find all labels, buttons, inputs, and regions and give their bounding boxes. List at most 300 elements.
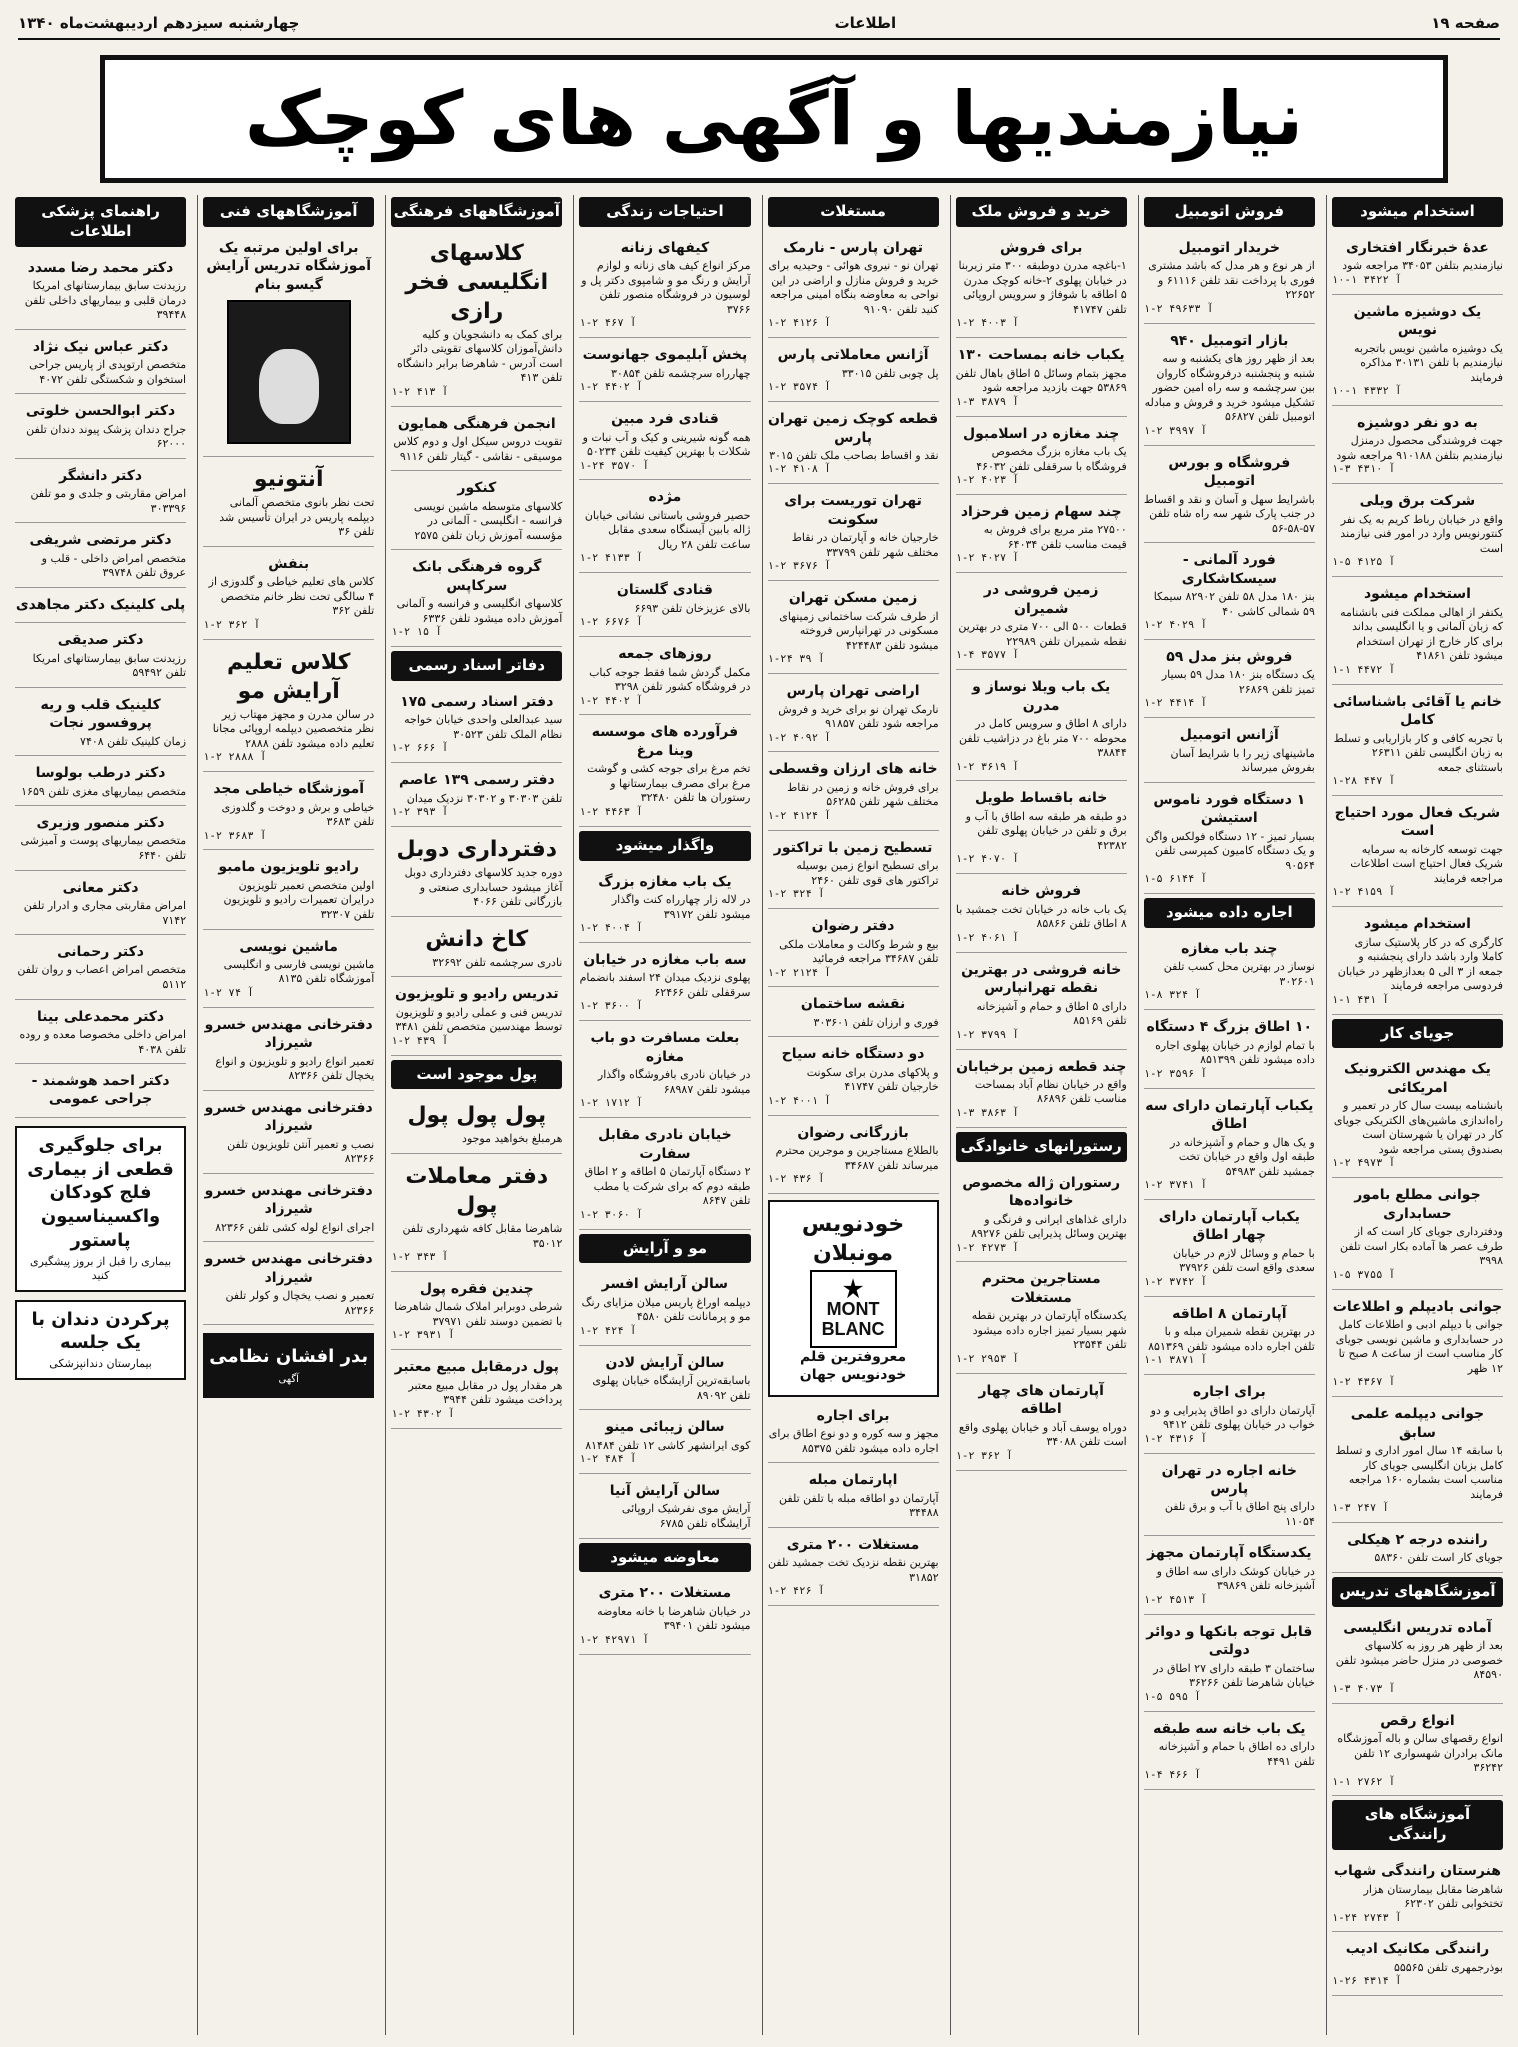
ad-body: شرطی دوبرابر املاک شمال شاهرضا با تضمین دوسند تلفن ۳۷۹۷۱: [394, 1300, 563, 1328]
ad-title: بدر افشان نظامی: [209, 1346, 369, 1368]
ad-code: ۱-۲ آ ۴۰۲۳: [955, 474, 1019, 487]
ad-code: ۱-۵ آ ۵۹۵: [1143, 1690, 1201, 1703]
classified-ad: [203, 776, 374, 850]
classified-ad: [579, 1122, 750, 1229]
ad-title: دفترداری دوبل: [396, 837, 558, 863]
classified-ad: [15, 810, 186, 871]
ad-body: کلاسهای متوسطه ماشین نویسی فرانسه - انگلیسی - آلمانی در مؤسسه آموزش زبان تلفن ۲۵۷۵: [413, 499, 563, 542]
ad-title: قنادی گلستان: [616, 582, 713, 599]
section-heading: رستورانهای خانوادگی: [956, 1132, 1127, 1162]
ad-body: پل چوبی تلفن ۳۳۰۱۵: [841, 366, 939, 380]
classified-ad: [1144, 1093, 1315, 1200]
ad-title: کنکور: [457, 480, 497, 497]
ad-title: بازار اتومبیل ۹۴۰: [1170, 332, 1289, 349]
classified-ad: [15, 1126, 186, 1292]
ad-title: رستوران ژاله مخصوص خانواده‌ها: [962, 1174, 1121, 1210]
ad-title: خیابان نادری مقابل سفارت: [598, 1127, 732, 1162]
ad-title: آژانس اتومبیل: [1179, 727, 1279, 744]
classified-ad: [1144, 1716, 1315, 1790]
column-1: [1138, 195, 1320, 2035]
ad-title: ماشین نویسی: [239, 938, 338, 955]
classified-ad: [203, 854, 374, 929]
ad-title: تسطیح زمین با تراکتور: [773, 839, 933, 856]
ad-body: شاهرضا مقابل کافه شهرداری تلفن ۳۵۰۱۲: [402, 1222, 563, 1250]
column-heading: مستغلات: [768, 197, 939, 227]
classified-ad: [768, 678, 939, 752]
column-3: [762, 195, 944, 2035]
display-ad: [203, 1333, 374, 1398]
ad-code: ۱-۲ آ ۴۴۱۴: [1143, 697, 1207, 710]
ad-body: جویای کار است تلفن ۵۸۳۶۰: [1374, 1551, 1503, 1565]
ad-code: ۱-۲ آ ۴۰۹۲: [767, 731, 831, 744]
ad-title: سالن آرایش آنیا: [609, 1483, 721, 1499]
ad-title: قنادی فرد مبین: [611, 411, 719, 428]
ad-code: ۱-۲ آ ۳۹۳: [391, 806, 449, 819]
ad-title: قطعه کوچک زمین تهران پارس: [767, 411, 939, 446]
ad-title: زمین مسکن تهران: [788, 590, 918, 607]
classified-ad: [15, 939, 186, 1000]
classified-ad: [203, 934, 374, 1008]
classified-ad: [203, 1178, 374, 1242]
ad-body: مکمل گردش شما فقط جوجه کباب در فروشگاه کشور تلفن ۳۲۹۸: [589, 665, 751, 694]
ad-body: رزیدنت سابق بیمارستانهای امریکا تلفن ۵۹۴۹۲: [32, 651, 187, 680]
ad-title: یک باب ویلا نوساز و مدرن: [972, 679, 1111, 714]
ad-title: اپارتمان مبله: [808, 1472, 898, 1489]
classified-ad: [391, 981, 562, 1055]
classified-ad: [956, 421, 1127, 495]
logo-line-1: MONT: [826, 1299, 880, 1320]
ad-body: تقویت دروس سیکل اول و دوم کلاس موسیقی - نقاشی - گیتار تلفن ۹۱۱۶: [393, 435, 563, 463]
ad-title: پول پول پول: [407, 1103, 547, 1129]
ad-title: استخدام میشود: [1363, 916, 1471, 933]
montblanc-ad: [768, 1200, 939, 1397]
ad-code: ۱-۳ آ ۳۸۷۹: [955, 395, 1019, 408]
classified-ad: [956, 957, 1127, 1050]
ad-code: ۱-۲ آ ۴۴۰۲: [579, 694, 643, 707]
ad-code: ۱-۲ آ ۳۶۲: [203, 618, 261, 631]
column-0: [1326, 195, 1508, 2035]
section-heading: معاوضه میشود: [579, 1543, 750, 1573]
section-heading: جویای کار: [1332, 1019, 1503, 1049]
classified-ad: [15, 1004, 186, 1065]
ad-code: ۱-۲ آ ۴۲۴: [579, 1324, 637, 1337]
ad-body: پهلوی نزدیک میدان ۲۴ اسفند بانضمام سرقفلی تلفن ۶۲۴۶۶: [579, 971, 751, 999]
ad-body: برای تسطیح انواع زمین بوسیله تراکتور های قوی تلفن ۲۴۶۰: [796, 859, 939, 887]
ad-title: فرآورده های موسسه وینا مرغ: [591, 724, 739, 759]
ad-title: رانندگی مکانیک ادیب: [1345, 1941, 1490, 1958]
ad-code: ۱-۳ آ ۴۳۱۰: [1331, 463, 1396, 476]
classified-ad: [579, 235, 750, 338]
ad-body: امراض داخلی مخصوصا معده و روده تلفن ۴۰۳۸: [19, 1027, 187, 1056]
ad-body: یکنفر از اهالی مملکت فنی بانشنامه که زبان آلمانی و یا انگلیسی بداند برای کار خارج از تهران استخدام میشود تلفن ۴۱۸۶۱: [1340, 605, 1503, 663]
classified-ad: [391, 831, 562, 917]
classified-ad: [203, 551, 374, 640]
classified-ad: [1332, 1294, 1503, 1397]
classified-ad: [15, 1068, 186, 1118]
ad-code: ۱-۲ آ ۴۳۹: [391, 1034, 449, 1047]
ad-body: کلاس های تعلیم خیاطی و گلدوزی از ۴ سالگی تحت نظر خانم متخصص تلفن ۳۶۲: [208, 575, 375, 618]
ad-body: ۲ دستگاه آپارتمان ۵ اطاقه و ۲ اطاق طبقه دوم که برای شرکت یا مطب تلفن ۸۶۴۷: [584, 1165, 751, 1208]
classified-ad: [956, 235, 1127, 338]
ad-title: جوانی مطلع بامور حسابداری: [1354, 1187, 1481, 1222]
ad-title: کلینیک قلب و ریه پروفسور نجات: [40, 696, 161, 732]
ad-title: پلی کلینیک دکتر مجاهدی: [15, 596, 186, 613]
ad-body: در لاله زار چهارراه کنت واگذار میشود تلفن ۳۹۱۷۲: [611, 893, 751, 921]
ad-title: چند سهام زمین فرحزاد: [960, 503, 1122, 520]
ad-body: بانشنامه بیست سال کار در تعمیر و راه‌اندازی ماشین‌های الکتریکی جویای کار در تهران یا شهرستان است بصندوق پستی مراجعه شود: [1333, 1099, 1503, 1156]
ad-title: بازرگانی رضوان: [797, 1124, 909, 1141]
ad-body: زمان کلینیک تلفن ۷۴۰۸: [80, 734, 187, 748]
column-2: [950, 195, 1132, 2035]
classified-ad: [1144, 936, 1315, 1010]
ad-title: دکتر احمد هوشمند - جراحی عمومی: [31, 1073, 170, 1108]
ad-code: ۱-۲۴ آ ۲۷۴۳: [1331, 1911, 1402, 1924]
ad-title: عدۀ خبرنگار افتخاری: [1346, 239, 1489, 256]
ad-body: بوذرجمهری تلفن ۵۵۵۶۵: [1393, 1960, 1503, 1974]
ad-title: فروش خانه: [1001, 883, 1082, 900]
classified-ad: [15, 398, 186, 459]
ad-title: یک دوشیزه ماشین نویس: [1353, 303, 1482, 339]
ad-body: دارای ۸ اطاق و سرویس کامل در محوطه ۷۰۰ متر باغ در دزاشیب تلفن ۳۸۸۴۴: [958, 717, 1127, 760]
classified-ad: [1144, 1458, 1315, 1537]
ad-body: تعمیر انواع رادیو و تلویزیون و انواع یخچال تلفن ۸۲۳۶۶: [215, 1054, 375, 1083]
ad-code: ۱-۲ آ ۴۱۳۳: [579, 552, 643, 565]
ad-body: آپارتمان دو اطاقه مبله با تلفن تلفن ۳۴۴۸۸: [779, 1491, 939, 1520]
classified-ad: [1144, 644, 1315, 718]
ad-body: یک باب خانه در خیابان تخت جمشید با ۸ اطاق تلفن ۸۵۸۶۶: [955, 902, 1127, 931]
classified-ad: [768, 756, 939, 830]
ad-body: اولین متخصص تعمیر تلویزیون درایران تعمیرات رادیو و تلویزیون تلفن ۳۲۳۰۷: [223, 878, 375, 921]
ad-body: باشرایط سهل و آسان و نقد و اقساط در جنب پارک شهر سه راه شاه تلفن ۵۷-۵۸-۵۶: [1143, 492, 1315, 535]
classified-ad: [579, 1414, 750, 1474]
ad-title: به دو نفر دوشیزه: [1357, 414, 1478, 431]
ad-title: چند مغازه در اسلامبول: [962, 425, 1120, 442]
ad-title: زمین فروشی در شمیران: [983, 582, 1099, 617]
ad-code: ۱-۲ آ ۶۶۷۶: [579, 616, 643, 629]
ad-code: ۱-۲ آ ۴۱۰۸: [767, 463, 831, 476]
ad-title: تدریس رادیو و تلویزیون: [395, 986, 559, 1003]
classified-ad: [768, 1532, 939, 1606]
ad-body: دیپلمه اوراغ پاریس میلان مزایای رنگ مو و پرمانانت تلفن ۴۵۸۰: [581, 1295, 751, 1324]
ad-body: یک دوشیزه ماشین نویس باتجربه نیازمندیم با تلفن ۳۰۱۳۱ مذاکره فرمایند: [1353, 341, 1503, 384]
ad-code: ۱-۲ آ ۳۹۹۷: [1143, 424, 1207, 437]
ad-title: یکباب آپارتمان دارای چهار اطاق: [1158, 1208, 1300, 1244]
ad-title: روزهای جمعه: [618, 646, 712, 663]
ad-code: ۱-۲ آ ۳۰۶۰: [579, 1208, 643, 1221]
classified-ad: [15, 1300, 186, 1380]
ad-title: دفتر اسناد رسمی ۱۷۵: [400, 693, 554, 710]
classified-ad: [579, 1025, 750, 1118]
ad-body: مرکز انواع کیف های زنانه و لوازم آرایش و رنگ مو و شامپوی دکتر پل و لوسیون در فروشگاه منصور تلفن ۳۷۶۶: [581, 259, 751, 316]
classified-ad: [391, 1097, 562, 1154]
montblanc-title: خودنویس مونبلان: [801, 1212, 905, 1267]
classified-ad: [1144, 1204, 1315, 1297]
ad-title: برای اجاره: [816, 1407, 890, 1424]
ad-body: همه گونه شیرینی و کیک و آب نبات و شکلات با بهترین کیفیت تلفن ۵۰۲۳۴: [582, 430, 751, 459]
portrait-face: [259, 349, 319, 424]
classified-ad: [956, 878, 1127, 952]
section-heading: اجاره داده میشود: [1144, 898, 1315, 928]
ad-code: ۱-۲ آ ۴۱۵۹: [1331, 886, 1396, 899]
classified-ad: [391, 554, 562, 647]
ad-title: دفتر معاملات پول: [405, 1163, 549, 1219]
ad-body: با تجربه کافی و کار بازاریابی و تسلط به زبان انگلیسی تلفن ۲۶۳۱۱ باستثنای جمعه: [1333, 731, 1503, 774]
ad-title: دکتر محمد رضا مسدد: [27, 259, 174, 276]
classified-ad: [1332, 1056, 1503, 1178]
ad-body: و یک هال و حمام و آشپزخانه در طبقه اول واقع در خیابان تخت جمشید تلفن ۵۴۹۸۳: [1170, 1135, 1315, 1178]
ad-title: مستغلات ۲۰۰ متری: [598, 1585, 732, 1602]
ad-title: فورد آلمانی - سیسکاشکاری: [1181, 552, 1277, 587]
ad-code: ۱-۱ آ ۴۳۱: [1331, 993, 1389, 1006]
ad-body: امراض مقاربتی مجاری و ادرار تلفن ۷۱۴۲: [23, 898, 187, 927]
ad-title: دفترخانی مهندس خسرو شیرزاد: [204, 1016, 373, 1052]
ad-title: چند قطعه زمین برخیابان: [956, 1058, 1127, 1075]
ad-body: آرایش موی نفرشیک اروپائی آرایشگاه تلفن ۶۷۸۵: [621, 1502, 751, 1530]
ad-title: یکباب خانه بمساحت ۱۳۰: [957, 347, 1125, 364]
ad-body: فوری و ارزان تلفن ۳۰۳۶۰۱: [813, 1015, 939, 1029]
classified-ad: [956, 674, 1127, 781]
ad-body: ماشین نویسی فارسی و انگلیسی آموزشگاه تلفن ۸۱۳۵: [223, 957, 375, 986]
ad-code: ۱-۲ آ ۴۰۰۳: [955, 317, 1019, 330]
ad-body: تلفن ۳۰۳۰۳ و ۳۰۳۰۲ نزدیک میدان: [406, 791, 563, 805]
classified-ad: [956, 1378, 1127, 1471]
ad-code: ۱-۲ آ ۶۶۶: [391, 742, 449, 755]
ad-title: رادیو تلویزیون مامبو: [218, 859, 359, 876]
ad-body: هرمبلغ بخواهید موجود: [462, 1132, 563, 1146]
ad-title: استخدام میشود: [1363, 586, 1471, 603]
ad-body: یک باب مغازه بزرگ مخصوص فروشگاه با سرقفلی تلفن ۴۶۰۳۲: [976, 445, 1127, 473]
ad-title: آپارتمان ۸ اطاقه: [1172, 1305, 1287, 1322]
ad-code: ۱-۵ آ ۳۷۵۵: [1331, 1268, 1396, 1281]
classified-ad: [579, 1350, 750, 1411]
ad-body: نقد و اقساط بصاحب ملک تلفن ۳۰۱۵: [769, 448, 939, 462]
ad-body: مجهز و سه کوره و دو نوع اطاق برای اجاره داده میشود تلفن ۸۵۳۷۵: [768, 1427, 939, 1455]
ad-code: ۱-۲ آ ۲۸۸۸: [203, 751, 267, 764]
ad-code: ۱-۲ آ ۴۳۶۷: [1331, 1376, 1396, 1389]
ad-title: دکتر صدیقی: [57, 632, 144, 649]
classified-ad: [768, 1120, 939, 1194]
ad-title: کیفهای زنانه: [620, 239, 710, 256]
ad-title: خانم یا آقائی باشناسائی کامل: [1332, 693, 1502, 729]
ad-code: ۱-۲ آ ۳۷۴۲: [1143, 1275, 1207, 1288]
ad-title: دکتر معانی: [62, 879, 139, 896]
classified-ad: [768, 406, 939, 484]
ad-body: با حمام و وسائل لازم در خیابان سعدی واقع است تلفن ۳۷۹۲۶: [1173, 1246, 1315, 1275]
classified-ad: [391, 1276, 562, 1350]
ad-body: دارای پنج اطاق با آب و برق تلفن ۱۱۰۵۴: [1164, 1500, 1315, 1528]
ad-code: ۱-۲ آ ۷۴: [203, 987, 254, 999]
classified-ad: [203, 1246, 374, 1325]
ad-body: کارگری که در کار پلاستیک سازی کاملا وارد باشد دارای پنجشنبه و جمعه از ۳ الی ۵ بعدازظهر در خیابان فردوسی مراجعه فرمایند: [1337, 935, 1503, 993]
classified-ad: [1332, 410, 1503, 484]
ad-title: پول درمقابل مبیع معتبر: [394, 1359, 559, 1376]
ad-body: دوره جدید کلاسهای دفترداری دوبل آغاز میشود حسابداری صنعتی و بازرگانی تلفن ۴۰۶۶: [404, 866, 563, 909]
classified-ad: [579, 1580, 750, 1654]
ad-body: چهارراه سرچشمه تلفن ۳۰۸۵۴: [611, 366, 751, 380]
ad-body: بیع و شرط وکالت و معاملات ملکی تلفن ۳۴۶۸۷ مراجعه فرمائید: [779, 937, 939, 966]
ad-body: دارای ده اطاق با حمام و آشپزخانه تلفن ۴۴۹۱: [1158, 1740, 1315, 1768]
ad-body: دو طبقه هر طبقه سه اطاق با آب و برق و تلفن در خیابان پهلوی تلفن ۴۲۳۸۲: [965, 809, 1127, 852]
ad-code: ۱-۱ آ ۳۸۷۱: [1143, 1354, 1207, 1367]
ad-title: گروه فرهنگی بانک سرکاپس: [412, 559, 542, 594]
classified-ad: [15, 527, 186, 588]
column-heading: احتیاجات زندگی: [579, 197, 750, 227]
ad-code: ۱-۵ آ ۶۱۴۴: [1143, 873, 1207, 886]
ad-code: ۱-۳ آ ۳۸۶۳: [955, 1107, 1019, 1119]
classified-ad: [768, 488, 939, 581]
classified-ad: [391, 1354, 562, 1428]
column-heading: استخدام میشود: [1332, 197, 1503, 227]
classified-ad: [1332, 581, 1503, 684]
classified-ad: [15, 692, 186, 756]
ad-body: متخصص ارتوپدی از پاریس جراحی استخوان و شکستگی تلفن ۴۰۷۲: [29, 358, 187, 386]
classified-ad: [15, 463, 186, 524]
ad-title: فروش بنز مدل ۵۹: [1166, 648, 1293, 665]
column-6: [197, 195, 379, 2035]
ad-body: تحت نظر بانوی متخصص آلمانی دیپلمه پاریس در ایران تأسیس شد تلفن ۳۶: [219, 496, 375, 539]
ad-body: دارای ۵ اطاق و حمام و آشپزخانه تلفن ۸۵۱۶۹: [976, 999, 1127, 1028]
ad-code: ۱-۲ آ ۴۶۷: [579, 317, 637, 330]
classified-ad: [1144, 722, 1315, 783]
ad-code: ۱-۲ آ ۳۵۷۴: [767, 381, 831, 394]
ad-title: یکباب آپارتمان دارای سه اطاق: [1145, 1097, 1314, 1133]
classified-ad: [203, 644, 374, 772]
ad-title: برای اجاره: [1192, 1384, 1266, 1401]
classified-ad: [956, 499, 1127, 573]
section-banner: [100, 55, 1448, 183]
classified-ad: [1332, 1401, 1503, 1523]
classified-ad: [1144, 787, 1315, 894]
ad-title: سالن آرایش افسر: [601, 1276, 729, 1293]
classified-ad: [768, 342, 939, 402]
classified-ad: [768, 835, 939, 909]
ad-title: راننده درجه ۲ هیکلی: [1347, 1531, 1488, 1548]
ad-code: ۱-۲ آ ۳۶۰۰: [579, 1000, 643, 1013]
classified-ad: [1144, 1301, 1315, 1375]
ad-code: ۱-۲۴ آ ۳۹: [767, 653, 825, 666]
ad-title: آپارتمان های چهار اطاقه: [978, 1382, 1104, 1418]
classified-ad: [956, 577, 1127, 670]
classified-ad: [768, 235, 939, 338]
ad-body: دارای غذاهای ایرانی و فرنگی و بهترین وسائل پذیرایی تلفن ۸۹۲۷۶: [971, 1212, 1127, 1241]
ad-code: ۱-۲ آ ۳۷۹۹: [955, 1028, 1019, 1041]
ad-body: با تمام لوازم در خیابان پهلوی اجاره داده میشود تلفن ۸۵۱۳۹۹: [1155, 1038, 1315, 1067]
ad-body: هر مقدار پول در مقابل مبیع معتبر پرداخت میشود تلفن ۳۹۴۴: [408, 1378, 563, 1407]
ad-body: و پلاکهای مدرن برای سکونت خارجیان تلفن ۴۱۷۴۷: [806, 1065, 939, 1094]
montblanc-logo: [810, 1270, 897, 1348]
ad-code: ۱-۲ آ ۴۰۲۷: [955, 552, 1019, 565]
ad-title: انواع رقص: [1380, 1712, 1455, 1729]
column-heading: آموزشگاههای فنی: [203, 197, 374, 227]
ad-title: دو دستگاه خانه سیاح: [781, 1046, 925, 1063]
ad-body: کوی ایرانشهر کاشی ۱۲ تلفن ۸۱۴۸۴: [585, 1438, 751, 1452]
ad-title: سالن آرایش لادن: [605, 1354, 725, 1371]
classified-ad: [579, 719, 750, 826]
page-number: صفحه ۱۹: [1431, 14, 1500, 32]
ad-body: نیازمندیم بتلفن ۳۴۰۵۳ مراجعه شود: [1342, 259, 1503, 273]
ad-title: دکتر ابوالحسن خلوتی: [25, 403, 176, 420]
classified-ad: [15, 334, 186, 395]
ad-title: آماده تدریس انگلیسی: [1343, 1619, 1492, 1636]
column-7: [10, 195, 191, 2035]
ad-body: نادری سرچشمه تلفن ۳۲۶۹۲: [432, 955, 563, 969]
ad-body: جوانی با دیپلم ادبی و اطلاعات کامل در حسابداری و ماشین نویسی جویای کار مناسب است از ساعت ۸ صبح تا ۱۲ ظهر: [1335, 1318, 1503, 1375]
montblanc-caption: معروفترین قلم خودنویس جهان: [799, 1348, 907, 1384]
ad-title: دکتر دانشگر: [59, 467, 143, 484]
ad-body: تهران نو - نیروی هوائی - وحیدیه برای خرید و فروش منازل و اراضی در این نواحی به معاوضه بنگاه امینی مراجعه کنید تلفن ۹۱۰۹۰: [768, 259, 939, 316]
ad-code: ۱-۲ آ ۴۲۷۳: [955, 1241, 1019, 1254]
ad-title: یکدستگاه آپارتمان مجهز: [1147, 1545, 1312, 1562]
classified-ad: [391, 767, 562, 827]
ad-code: ۱-۲ آ ۴۱۲۶: [767, 317, 831, 330]
ad-code: ۱-۲ آ ۳۶۲: [955, 1449, 1013, 1462]
ad-code: ۱۰-۱ آ ۳۴۲۲: [1331, 273, 1402, 286]
ad-title: چندین فقره پول: [419, 1280, 534, 1297]
classified-ad: [768, 1403, 939, 1464]
ad-body: ۲۷۵۰۰ متر مربع برای فروش به قیمت مناسب تلفن ۶۴۰۳۴: [983, 523, 1127, 551]
column-heading: خرید و فروش ملک: [956, 197, 1127, 227]
ad-code: ۱-۲ آ ۳۲۴: [767, 888, 825, 901]
ad-code: ۱-۲ آ ۴۵۱۳: [1143, 1593, 1207, 1606]
classified-ad: [579, 641, 750, 715]
classified-ad: [15, 255, 186, 330]
ad-title: سه باب مغازه در خیابان: [583, 951, 747, 968]
ad-body: ساختمان ۳ طبقه دارای ۲۷ اطاق در خیابان شاهرضا تلفن ۳۶۲۶۶: [1153, 1661, 1315, 1690]
ad-body: نصب و تعمیر آنتن تلویزیون تلفن ۸۲۳۶۶: [227, 1137, 375, 1166]
classified-ad: [391, 475, 562, 550]
section-heading: آموزشگاههای تدریس: [1332, 1577, 1503, 1607]
ad-title: آژانس معاملاتی پارس: [777, 347, 929, 364]
ad-title: خانه فروشی در بهترین نقطه تهرانپارس: [961, 961, 1122, 997]
classified-ad: [391, 689, 562, 763]
classified-ad: [391, 921, 562, 978]
ad-code: ۱-۲ آ ۴۱۲۴: [767, 809, 831, 822]
ad-code: ۱-۲ آ ۳۵۹۶: [1143, 1067, 1207, 1080]
ad-code: ۱-۳ آ ۴۰۷۳: [1331, 1682, 1396, 1695]
ad-title: دکتر رحمانی: [57, 944, 144, 961]
ad-code: ۱-۲ آ ۴۰۰۴: [579, 922, 643, 935]
ad-body: بهترین نقطه نزدیک تخت جمشید تلفن ۳۱۸۵۲: [768, 1556, 939, 1584]
ad-code: ۱-۲ آ ۴۲۶: [767, 1585, 825, 1598]
ad-code: ۱-۲ آ ۱۵: [391, 626, 442, 639]
section-heading: مو و آرایش: [579, 1234, 750, 1264]
ad-code: ۱-۴ آ ۴۶۶: [1143, 1769, 1201, 1782]
ad-code: ۱-۲ آ ۴۰۷۰: [955, 853, 1019, 866]
ad-body: دوراه یوسف آباد و خیابان پهلوی واقع است تلفن ۳۴۰۸۸: [958, 1420, 1127, 1449]
column-4: [573, 195, 755, 2035]
ad-code: ۱-۵ آ ۴۱۲۵: [1331, 556, 1396, 569]
classified-ad: [203, 1095, 374, 1174]
ad-body: مجهز بتمام وسائل ۵ اطاق باهال تلفن ۵۳۸۶۹ جهت بازدید مراجعه شود: [955, 366, 1127, 395]
ad-title: دکتر محمدعلی بینا: [37, 1008, 165, 1025]
ad-code: ۱-۲۴ آ ۳۵۷۰: [579, 459, 649, 472]
ad-body: متخصص بیماریهای مغزی تلفن ۱۶۵۹: [21, 784, 187, 798]
ad-code: ۱-۲ آ ۴۳۱۶: [1143, 1432, 1207, 1445]
classified-ad: [1332, 1615, 1503, 1704]
ad-body: واقع در خیابان رباط کریم به یک نفر کنتورنویس وارد در امور فنی نیازمند است: [1340, 512, 1503, 555]
ad-title: دکتر درطب بولوسا: [35, 765, 166, 782]
classified-ad: [1144, 1619, 1315, 1712]
ad-title: دفترخانی مهندس خسرو شیرزاد: [204, 1182, 373, 1218]
ad-title: سالن زیبائی مینو: [605, 1419, 725, 1436]
classified-ad: [579, 342, 750, 402]
classified-ad: [15, 592, 186, 623]
ad-code: ۱-۲ آ ۳۹۳۱: [391, 1329, 455, 1342]
ad-body: بالای عزیزخان تلفن ۶۶۹۳: [634, 601, 751, 615]
classified-ad: [391, 235, 562, 407]
classified-ad: [1144, 1379, 1315, 1453]
ad-code: ۱-۲ آ ۳۶۸۳: [203, 829, 267, 842]
